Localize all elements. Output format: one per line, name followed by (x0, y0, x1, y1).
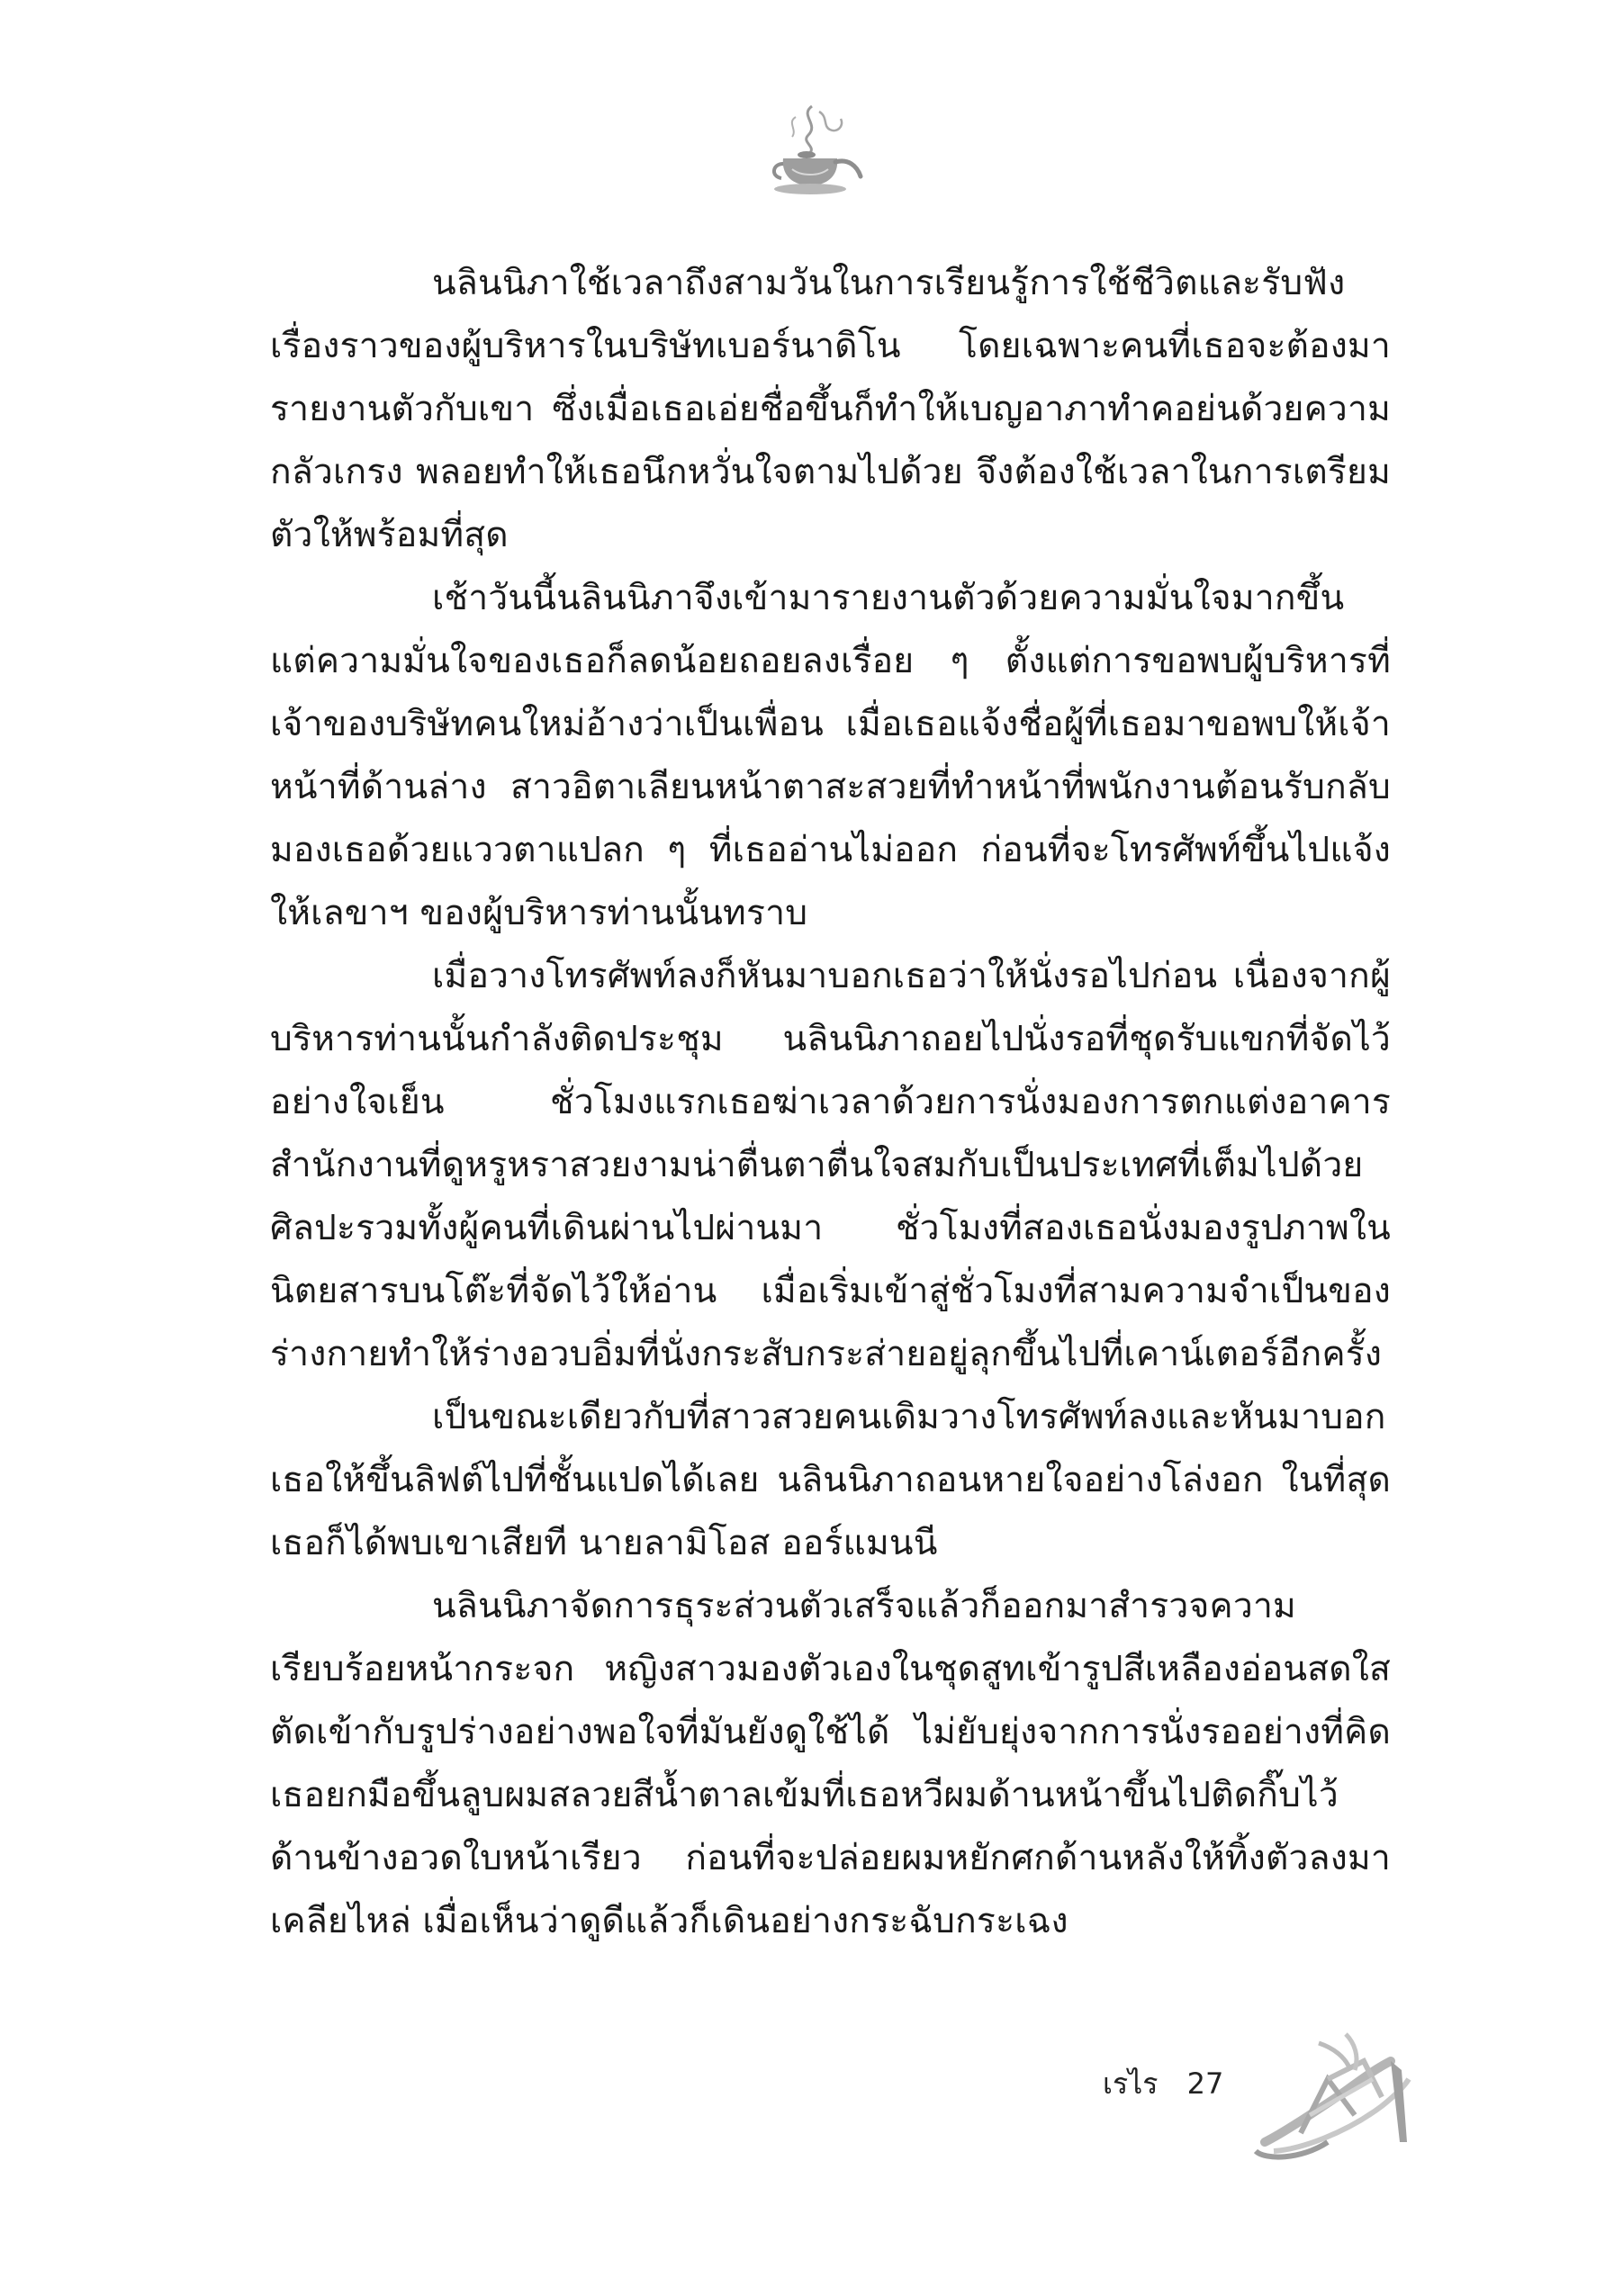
paragraph: นลินนิภาใช้เวลาถึงสามวันในการเรียนรู้การใช้ชีวิตและรับฟังเรื่องราวของผู้บริหารในบริษัทเบอร์นาดิโน โดยเฉพาะคนที่เธอจะต้องมารายงานตัวกับเขา ซึ่งเมื่อเธอเอ่ยชื่อขึ้นก็ทำให้เบญอาภาทำคอย่นด้วยความกลัวเกรง พลอยทำให้เธอนึกหวั่นใจตามไปด้วย จึงต้องใช้เวลาในการเตรียมตัวให้พร้อมที่สุด (270, 263, 1391, 555)
page-number: 27 (1186, 2066, 1224, 2101)
teapot-ornament-icon (756, 99, 864, 207)
paragraph: เช้าวันนี้นลินนิภาจึงเข้ามารายงานตัวด้วยความมั่นใจมากขึ้น แต่ความมั่นใจของเธอก็ลดน้อยถอยลงเรื่อย ๆ ตั้งแต่การขอพบผู้บริหารที่เจ้าของบริษัทคนใหม่อ้างว่าเป็นเพื่อน เมื่อเธอแจ้งชื่อผู้ที่เธอมาขอพบให้เจ้าหน้าที่ด้านล่าง สาวอิตาเลียนหน้าตาสะสวยที่ทำหน้าที่พนักงานต้อนรับกลับมองเธอด้วยแววตาแปลก ๆ ที่เธออ่านไม่ออก ก่อนที่จะโทรศัพท์ขึ้นไปแจ้งให้เลขาฯ ของผู้บริหารท่านนั้นทราบ (270, 578, 1391, 933)
paragraph: เมื่อวางโทรศัพท์ลงก็หันมาบอกเธอว่าให้นั่งรอไปก่อน เนื่องจากผู้บริหารท่านนั้นกำลังติดประชุม นลินนิภาถอยไปนั่งรอที่ชุดรับแขกที่จัดไว้อย่างใจเย็น ชั่วโมงแรกเธอฆ่าเวลาด้วยการนั่งมองการตกแต่งอาคารสำนักงานที่ดูหรูหราสวยงามน่าตื่นตาตื่นใจสมกับเป็นประเทศที่เต็มไปด้วยศิลปะรวมทั้งผู้คนที่เดินผ่านไปผ่านมา ชั่วโมงที่สองเธอนั่งมองรูปภาพในนิตยสารบนโต๊ะที่จัดไว้ให้อ่าน เมื่อเริ่มเข้าสู่ชั่วโมงที่สามความจำเป็นของร่างกายทำให้ร่างอวบอิ่มที่นั่งกระสับกระส่ายอยู่ลุกขึ้นไปที่เคาน์เตอร์อีกครั้ง (270, 956, 1391, 1374)
body-text (270, 252, 1391, 1953)
paragraph: นลินนิภาจัดการธุระส่วนตัวเสร็จแล้วก็ออกมาสำรวจความเรียบร้อยหน้ากระจก หญิงสาวมองตัวเองในชุดสูทเข้ารูปสีเหลืองอ่อนสดใสตัดเข้ากับรูปร่างอย่างพอใจที่มันยังดูใช้ได้ ไม่ยับยุ่งจากการนั่งรออย่างที่คิด เธอยกมือขึ้นลูบผมสลวยสีน้ำตาลเข้มที่เธอหวีผมด้านหน้าขึ้นไปติดกิ๊บไว้ด้านข้างอวดใบหน้าเรียว ก่อนที่จะปล่อยผมหยักศกด้านหลังให้ทิ้งตัวลงมาเคลียไหล่ เมื่อเห็นว่าดูดีแล้วก็เดินอย่างกระฉับกระเฉง (270, 1586, 1391, 1941)
running-title: เรไร (1103, 2066, 1159, 2101)
sandal-ornament-icon (1247, 2007, 1427, 2187)
page-footer (1103, 2061, 1223, 2107)
paragraph: เป็นขณะเดียวกับที่สาวสวยคนเดิมวางโทรศัพท์ลงและหันมาบอกเธอให้ขึ้นลิฟต์ไปที่ชั้นแปดได้เลย นลินนิภาถอนหายใจอย่างโล่งอก ในที่สุดเธอก็ได้พบเขาเสียที นายลามิโอส ออร์แมนนี (270, 1397, 1391, 1563)
